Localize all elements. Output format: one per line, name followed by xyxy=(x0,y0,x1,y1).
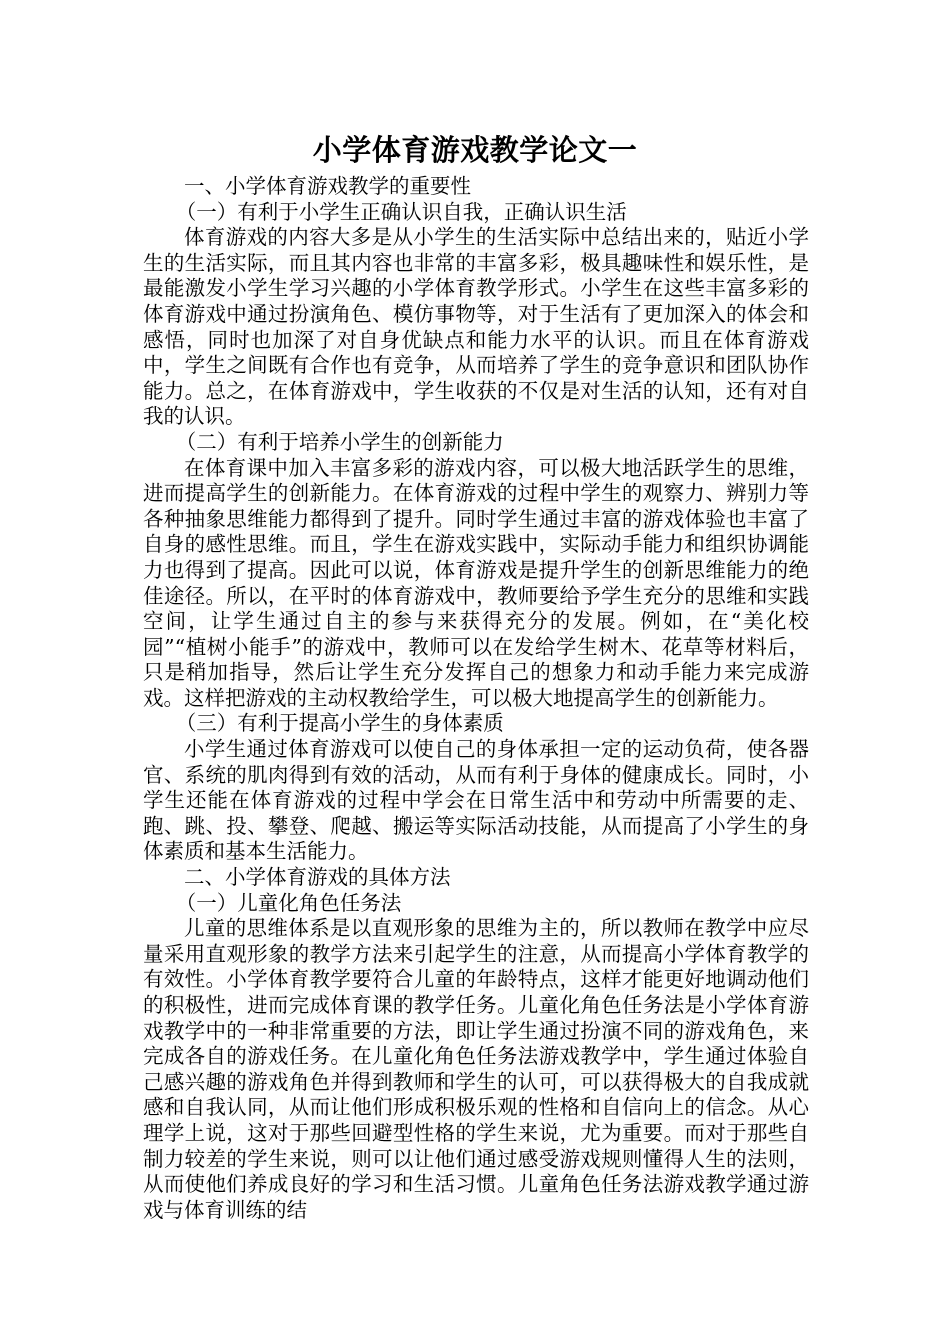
document-body xyxy=(143,174,809,1223)
subsection-heading-1-2: （二）有利于培养小学生的创新能力 xyxy=(175,429,504,454)
paragraph: 儿童的思维体系是以直观形象的思维为主的，所以教师在教学中应尽量采用直观形象的教学方法来引起学生的注意，从而提高小学体育教学的有效性。小学体育教学要符合儿童的年龄特点，这样才能更好地调动他们的积极性，进而完成体育课的教学任务。儿童化角色任务法是小学体育游戏教学中的一种非常重要的方法，即让学生通过扮演不同的游戏角色，来完成各自的游戏任务。在儿童化角色任务法游戏教学中，学生通过体验自己感兴趣的游戏角色并得到教师和学生的认可，可以获得极大的自我成就感和自我认同，从而让他们形成积极乐观的性格和自信向上的信念。从心理学上说，这对于那些回避型性格的学生来说，尤为重要。而对于那些自制力较差的学生来说，则可以让他们通过感受游戏规则懂得人生的法则，从而使他们养成良好的学习和生活习惯。儿童角色任务法游戏教学通过游戏与体育训练的结 xyxy=(143,916,809,1222)
paragraph: 在体育课中加入丰富多彩的游戏内容，可以极大地活跃学生的思维，进而提高学生的创新能力。在体育游戏的过程中学生的观察力、辨别力等各种抽象思维能力都得到了提升。同时学生通过丰富的游戏体验也丰富了自身的感性思维。而且，学生在游戏实践中，实际动手能力和组织协调能力也得到了提高。因此可以说，体育游戏是提升学生的创新思维能力的绝佳途径。所以，在平时的体育游戏中，教师要给予学生充分的思维和实践空间，让学生通过自主的参与来获得充分的发展。例如，在“美化校园”“植树小能手”的游戏中，教师可以在发给学生树木、花草等材料后，只是稍加指导，然后让学生充分发挥自己的想象力和动手能力来完成游戏。这样把游戏的主动权教给学生，可以极大地提高学生的创新能力。 xyxy=(143,455,809,710)
subsection-heading-2-1: （一）儿童化角色任务法 xyxy=(175,890,402,915)
paragraph: 体育游戏的内容大多是从小学生的生活实际中总结出来的，贴近小学生的生活实际，而且其内容也非常的丰富多彩，极具趣味性和娱乐性，是最能激发小学生学习兴趣的小学体育教学形式。小学生在这些丰富多彩的体育游戏中通过扮演角色、模仿事物等，对于生活有了更加深入的体会和感悟，同时也加深了对自身优缺点和能力水平的认识。而且在体育游戏中，学生之间既有合作也有竞争，从而培养了学生的竞争意识和团队协作能力。总之，在体育游戏中，学生收获的不仅是对生活的认知，还有对自我的认识。 xyxy=(143,225,809,429)
section-heading-2: 二、小学体育游戏的具体方法 xyxy=(184,865,451,890)
document-title: 小学体育游戏教学论文一 xyxy=(312,133,638,167)
subsection-heading-1-3: （三）有利于提高小学生的身体素质 xyxy=(175,711,504,736)
paragraph: 小学生通过体育游戏可以使自己的身体承担一定的运动负荷，使各器官、系统的肌肉得到有效的活动，从而有利于身体的健康成长。同时，小学生还能在体育游戏的过程中学会在日常生活中和劳动中所需要的走、跑、跳、投、攀登、爬越、搬运等实际活动技能，从而提高了小学生的身体素质和基本生活能力。 xyxy=(143,737,809,864)
subsection-heading-1-1: （一）有利于小学生正确认识自我，正确认识生活 xyxy=(175,199,627,224)
section-heading-1: 一、小学体育游戏教学的重要性 xyxy=(184,174,471,198)
